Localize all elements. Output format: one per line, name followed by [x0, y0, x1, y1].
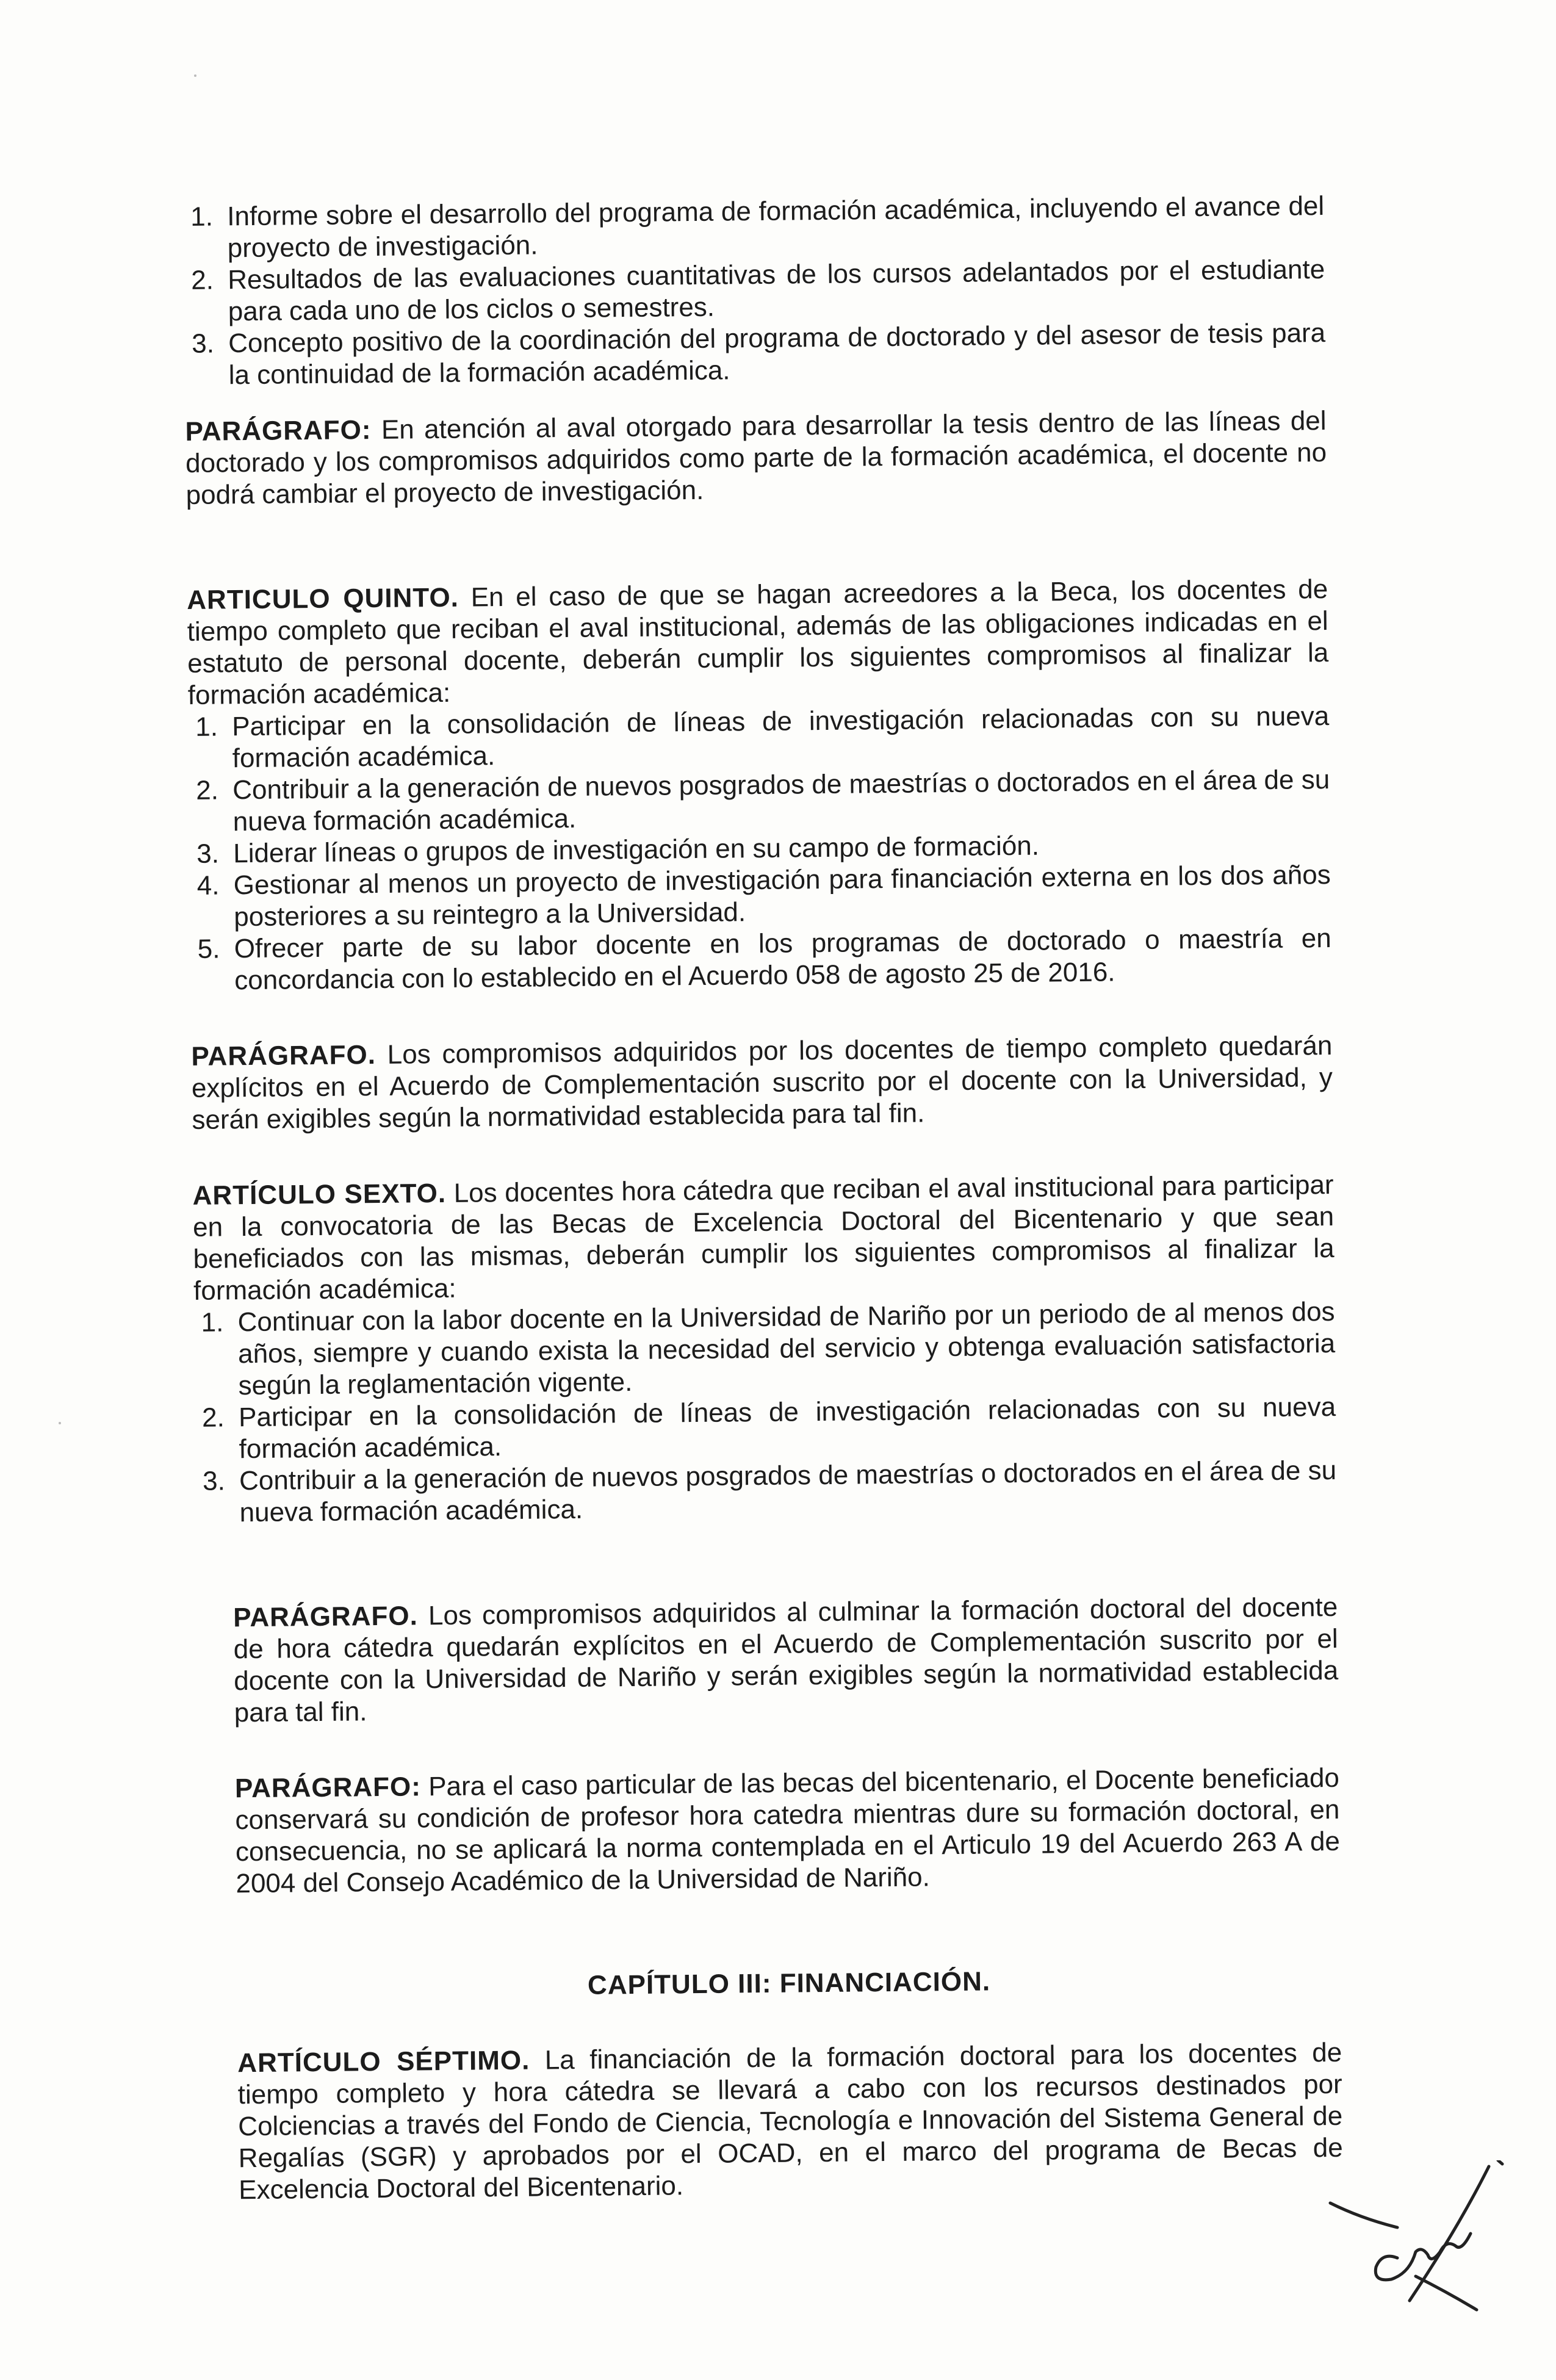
- list-item: 2. Contribuir a la generación de nuevos posgrados de maestrías o doctorados en el área de su nueva formación académica.: [196, 765, 1330, 837]
- signature-icon: [1324, 2160, 1507, 2319]
- list-item: 1. Informe sobre el desarrollo del programa de formación académica, incluyendo el avance del proyecto de investigación.: [190, 191, 1325, 264]
- list-item: 4. Gestionar al menos un proyecto de investigación para financiación externa en los dos años posteriores a su reintegro a la Universidad.: [196, 859, 1331, 932]
- document-body: [183, 190, 1344, 2251]
- articulo-sexto-list: [193, 1296, 1336, 1529]
- paragrafo-4-text: Para el caso particular de las becas del bicentenario, el Docente beneficiado conservará su condición de profesor hora catedra mientras dure su formación doctoral, en consecuencia, no se aplicará la norma contemplada en el Articulo 19 del Acuerdo 263 A de 2004 del Consejo Académico de la Universidad de Nariño.: [235, 1762, 1341, 1899]
- paragrafo-2-text: Los compromisos adquiridos por los docentes de tiempo completo quedarán explícitos en el Acuerdo de Complementación suscrito por el docente con la Universidad, y serán exigibles según la normatividad establecida para tal fin.: [191, 1030, 1333, 1135]
- intro-list-block: [183, 190, 1326, 392]
- paragrafo-2: [191, 1030, 1333, 1136]
- paragrafo-3-text: Los compromisos adquiridos al culminar la formación doctoral del docente de hora cátedra quedarán explícitos en el Acuerdo de Complementación suscrito por el docente con la Universidad de Nariño y serán exigibles según la normatividad establecida para tal fin.: [233, 1592, 1339, 1728]
- list-item: 2. Participar en la consolidación de líneas de investigación relacionadas con su nueva formación académica.: [201, 1391, 1336, 1465]
- paragrafo-1: [185, 405, 1327, 511]
- paragrafo-4-lead: PARÁGRAFO:: [234, 1772, 422, 1804]
- list-item: 3. Liderar líneas o grupos de investigación en su campo de formación.: [196, 831, 1040, 869]
- list-item: 3. Contribuir a la generación de nuevos posgrados de maestrías o doctorados en el área de su nueva formación académica.: [202, 1455, 1337, 1528]
- paragrafo-3-lead: PARÁGRAFO.: [233, 1601, 419, 1633]
- articulo-quinto: [187, 574, 1331, 997]
- list-item: 1. Participar en la consolidación de líneas de investigación relacionadas con su nueva formación académica.: [195, 701, 1330, 774]
- paragrafo-2-lead: PARÁGRAFO.: [191, 1040, 376, 1072]
- articulo-septimo-lead: ARTÍCULO SÉPTIMO.: [237, 2045, 530, 2079]
- scan-speck: [194, 74, 196, 77]
- articulo-sexto: [192, 1169, 1336, 1529]
- list-item: 5. Ofrecer parte de su labor docente en los programas de doctorado o maestría en concordancia con lo establecido en el Acuerdo 058 de agosto 25 de 2016.: [197, 923, 1331, 996]
- chapter-heading: CAPÍTULO III: FINANCIACIÓN.: [587, 1966, 991, 2000]
- paragrafo-4: [235, 1762, 1341, 1900]
- list-item: 2. Resultados de las evaluaciones cuantitativas de los cursos adelantados por el estudiante para cada uno de los ciclos o semestres.: [191, 254, 1325, 327]
- paragrafo-1-text: En atención al aval otorgado para desarrollar la tesis dentro de las líneas del doctorado y los compromisos adquiridos como parte de la formación académica, el docente no podrá cambiar el proyecto de investigación.: [185, 406, 1327, 510]
- articulo-quinto-lead: ARTICULO QUINTO.: [187, 582, 459, 615]
- articulo-septimo-text: La financiación de la formación doctoral para los docentes de tiempo completo y hora cátedra se llevará a cabo con los recursos destinados por Colciencias a través del Fondo de Ciencia, Tecnología e Innovación del Sistema General de Regalías (SGR) y aprobados por el OCAD, en el marco del programa de Becas de Excelencia Doctoral del Bicentenario.: [237, 2037, 1343, 2205]
- list-item: 3. Concepto positivo de la coordinación del programa de doctorado y del asesor de tesis para la continuidad de la formación académica.: [192, 318, 1326, 391]
- paragrafo-1-lead: PARÁGRAFO:: [185, 415, 372, 447]
- list-item: 1. Continuar con la labor docente en la Universidad de Nariño por un periodo de al menos dos años, siempre y cuando exista la necesidad del servicio y obtenga evaluación satisfactoria según la reglamentación vigente.: [201, 1296, 1336, 1401]
- intro-list: [183, 190, 1326, 392]
- paragrafo-3: [233, 1592, 1339, 1729]
- articulo-sexto-text: Los docentes hora cátedra que reciban el aval institucional para participar en la convocatoria de las Becas de Excelencia Doctoral del Bicentenario y que sean beneficiados con las mismas, deberán cumplir los siguientes compromisos al finalizar la formación académica:: [192, 1169, 1334, 1306]
- articulo-quinto-text: En el caso de que se hagan acreedores a la Beca, los docentes de tiempo completo que reciban el aval institucional, además de las obligaciones indicadas en el estatuto de personal docente, deberán cumplir los siguientes compromisos al finalizar la formación académica:: [187, 574, 1329, 710]
- articulo-septimo: [237, 2037, 1343, 2206]
- articulo-quinto-list: [188, 701, 1331, 997]
- scan-speck: [59, 1422, 61, 1424]
- articulo-sexto-lead: ARTÍCULO SEXTO.: [192, 1178, 447, 1211]
